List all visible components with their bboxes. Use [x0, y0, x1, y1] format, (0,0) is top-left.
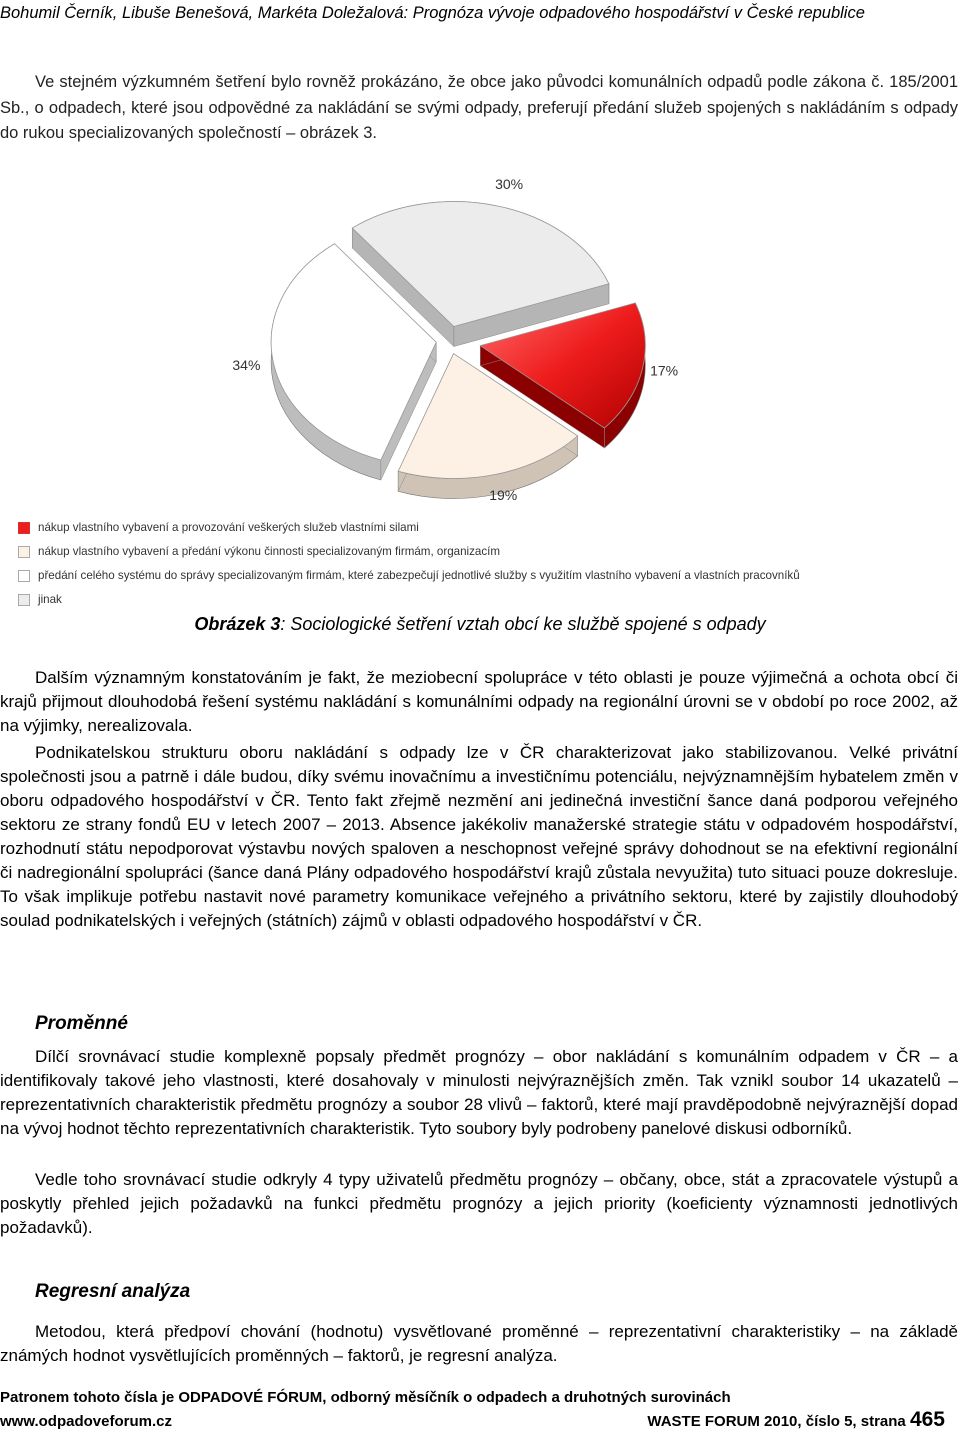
footer-sponsor: Patronem tohoto čísla je ODPADOVÉ FÓRUM, odborný měsíčník o odpadech a druhotných surovinách — [0, 1389, 731, 1406]
legend-item-own-equipment — [18, 540, 958, 564]
pie-value-label-3: 30% — [495, 175, 524, 192]
chart-legend — [18, 516, 958, 612]
paragraph-cooperation: Dalším významným konstatováním je fakt, že meziobecní spolupráce v této oblasti je pouze výjimečná a ochota obcí či krajů přijmout dlouhodobá řešení systému nakládání s komunálními odpady na regionální úrovni se v období po roce 2002, až na výjimky, nerealizovala. — [0, 668, 958, 735]
legend-swatch-white — [18, 570, 30, 582]
section-heading-regression: Regresní analýza — [35, 1281, 191, 1302]
paragraph-business-structure: Podnikatelskou strukturu oboru nakládání s odpady lze v ČR charakterizovat jako stabilizovanou. Velké privátní společnosti jsou a patrně i dále budou, díky svému inovačnímu a investičnímu potenciálu, nejvýznamnějším hybatelem změn v oboru odpadového hospodářství v ČR. Tento fakt zřejmě nezmění ani jedinečná investiční šance daná podporou veřejného sektoru ze strany fondů EU v letech 2007 – 2013. Absence jakékoliv manažerské strategie státu v odpadovém hospodářství, rozhodnutí státu nepodporovat výstavbu nových spaloven a neschopnost veřejné správy dohodnout se na efektivní regionální či nadregionální spolupráci (šance daná Plány odpadového hospodářství krajů zůstala nevyužita) tuto situaci pouze dokresluje. To však implikuje potřebu nastavit nové parametry komunikace veřejného a privátního sektoru, které by zajistily dlouhodobý soulad podnikatelských i veřejných (státních) zájmů v oblasti odpadového hospodářství v ČR. — [0, 743, 958, 930]
legend-label: jinak — [38, 593, 62, 606]
legend-item-whole-system — [18, 564, 958, 588]
legend-swatch-red — [18, 522, 30, 534]
legend-item-own-services — [18, 516, 958, 540]
paragraph-users: Vedle toho srovnávací studie odkryly 4 typy uživatelů předmětu prognózy – občany, obce, stát a zpracovatele výstupů a poskytly přehled jejich požadavků na funkci předmětu prognózy a jejich priority (koeficienty významnosti jednotlivých požadavků). — [0, 1170, 958, 1237]
intro-paragraph: Ve stejném výzkumném šetření bylo rovněž prokázáno, že obce jako původci komunálních odpadů podle zákona č. 185/2001 Sb., o odpadech, které jsou odpovědné za nakládání se svými odpady, preferují předání služeb spojených s nakládáním s odpady do rukou specializovaných společností – obrázek 3. — [0, 73, 958, 142]
legend-swatch-cream — [18, 546, 30, 558]
legend-label: nákup vlastního vybavení a předání výkonu činnosti specializovaným firmám, organizacím — [38, 545, 501, 558]
section-heading-variables: Proměnné — [35, 1013, 128, 1034]
pie-value-label-0: 17% — [650, 362, 679, 379]
paragraph-variables: Dílčí srovnávací studie komplexně popsaly předmět prognózy – obor nakládání s komunálním odpadem v ČR – a identifikovaly takové jeho vlastnosti, které dosahovaly v minulosti nejvýraznějších změn. Tak vznikl soubor 14 ukazatelů – reprezentativních charakteristik předmětu prognózy a soubor 28 vlivů – faktorů, které mají pravděpodobně nejvýraznější dopad na vývoj hodnot těchto reprezentativních charakteristik. Tyto soubory byly podrobeny panelové diskusi odborníků. — [0, 1047, 958, 1138]
legend-label: nákup vlastního vybavení a provozování veškerých služeb vlastními silami — [38, 521, 419, 534]
pie-value-label-1: 19% — [489, 486, 518, 503]
footer-line — [0, 1408, 945, 1432]
page-number: 465 — [909, 1408, 945, 1431]
pie-value-label-2: 34% — [232, 356, 261, 373]
legend-item-other — [18, 588, 958, 612]
paragraph-regression: Metodou, která předpoví chování (hodnotu) vysvětlované proměnné – reprezentativní charakteristiky – na základě známých hodnot vysvětlujících proměnných – faktorů, je regresní analýza. — [0, 1322, 958, 1365]
legend-label: předání celého systému do správy specializovaným firmám, které zabezpečují jednotlivé služby s využitím vlastního vybavení a vlastních pracovníků — [38, 569, 800, 582]
running-header: Bohumil Černík, Libuše Benešová, Markéta Doležalová: Prognóza vývoje odpadového hospodářství v České republice — [0, 4, 865, 22]
footer-url[interactable]: www.odpadoveforum.cz — [0, 1413, 172, 1430]
footer-issue: WASTE FORUM 2010, číslo 5, strana 465 — [647, 1408, 945, 1431]
figure-caption: Obrázek 3: Sociologické šetření vztah obcí ke službě spojené s odpady — [194, 614, 766, 634]
legend-swatch-grey — [18, 594, 30, 606]
